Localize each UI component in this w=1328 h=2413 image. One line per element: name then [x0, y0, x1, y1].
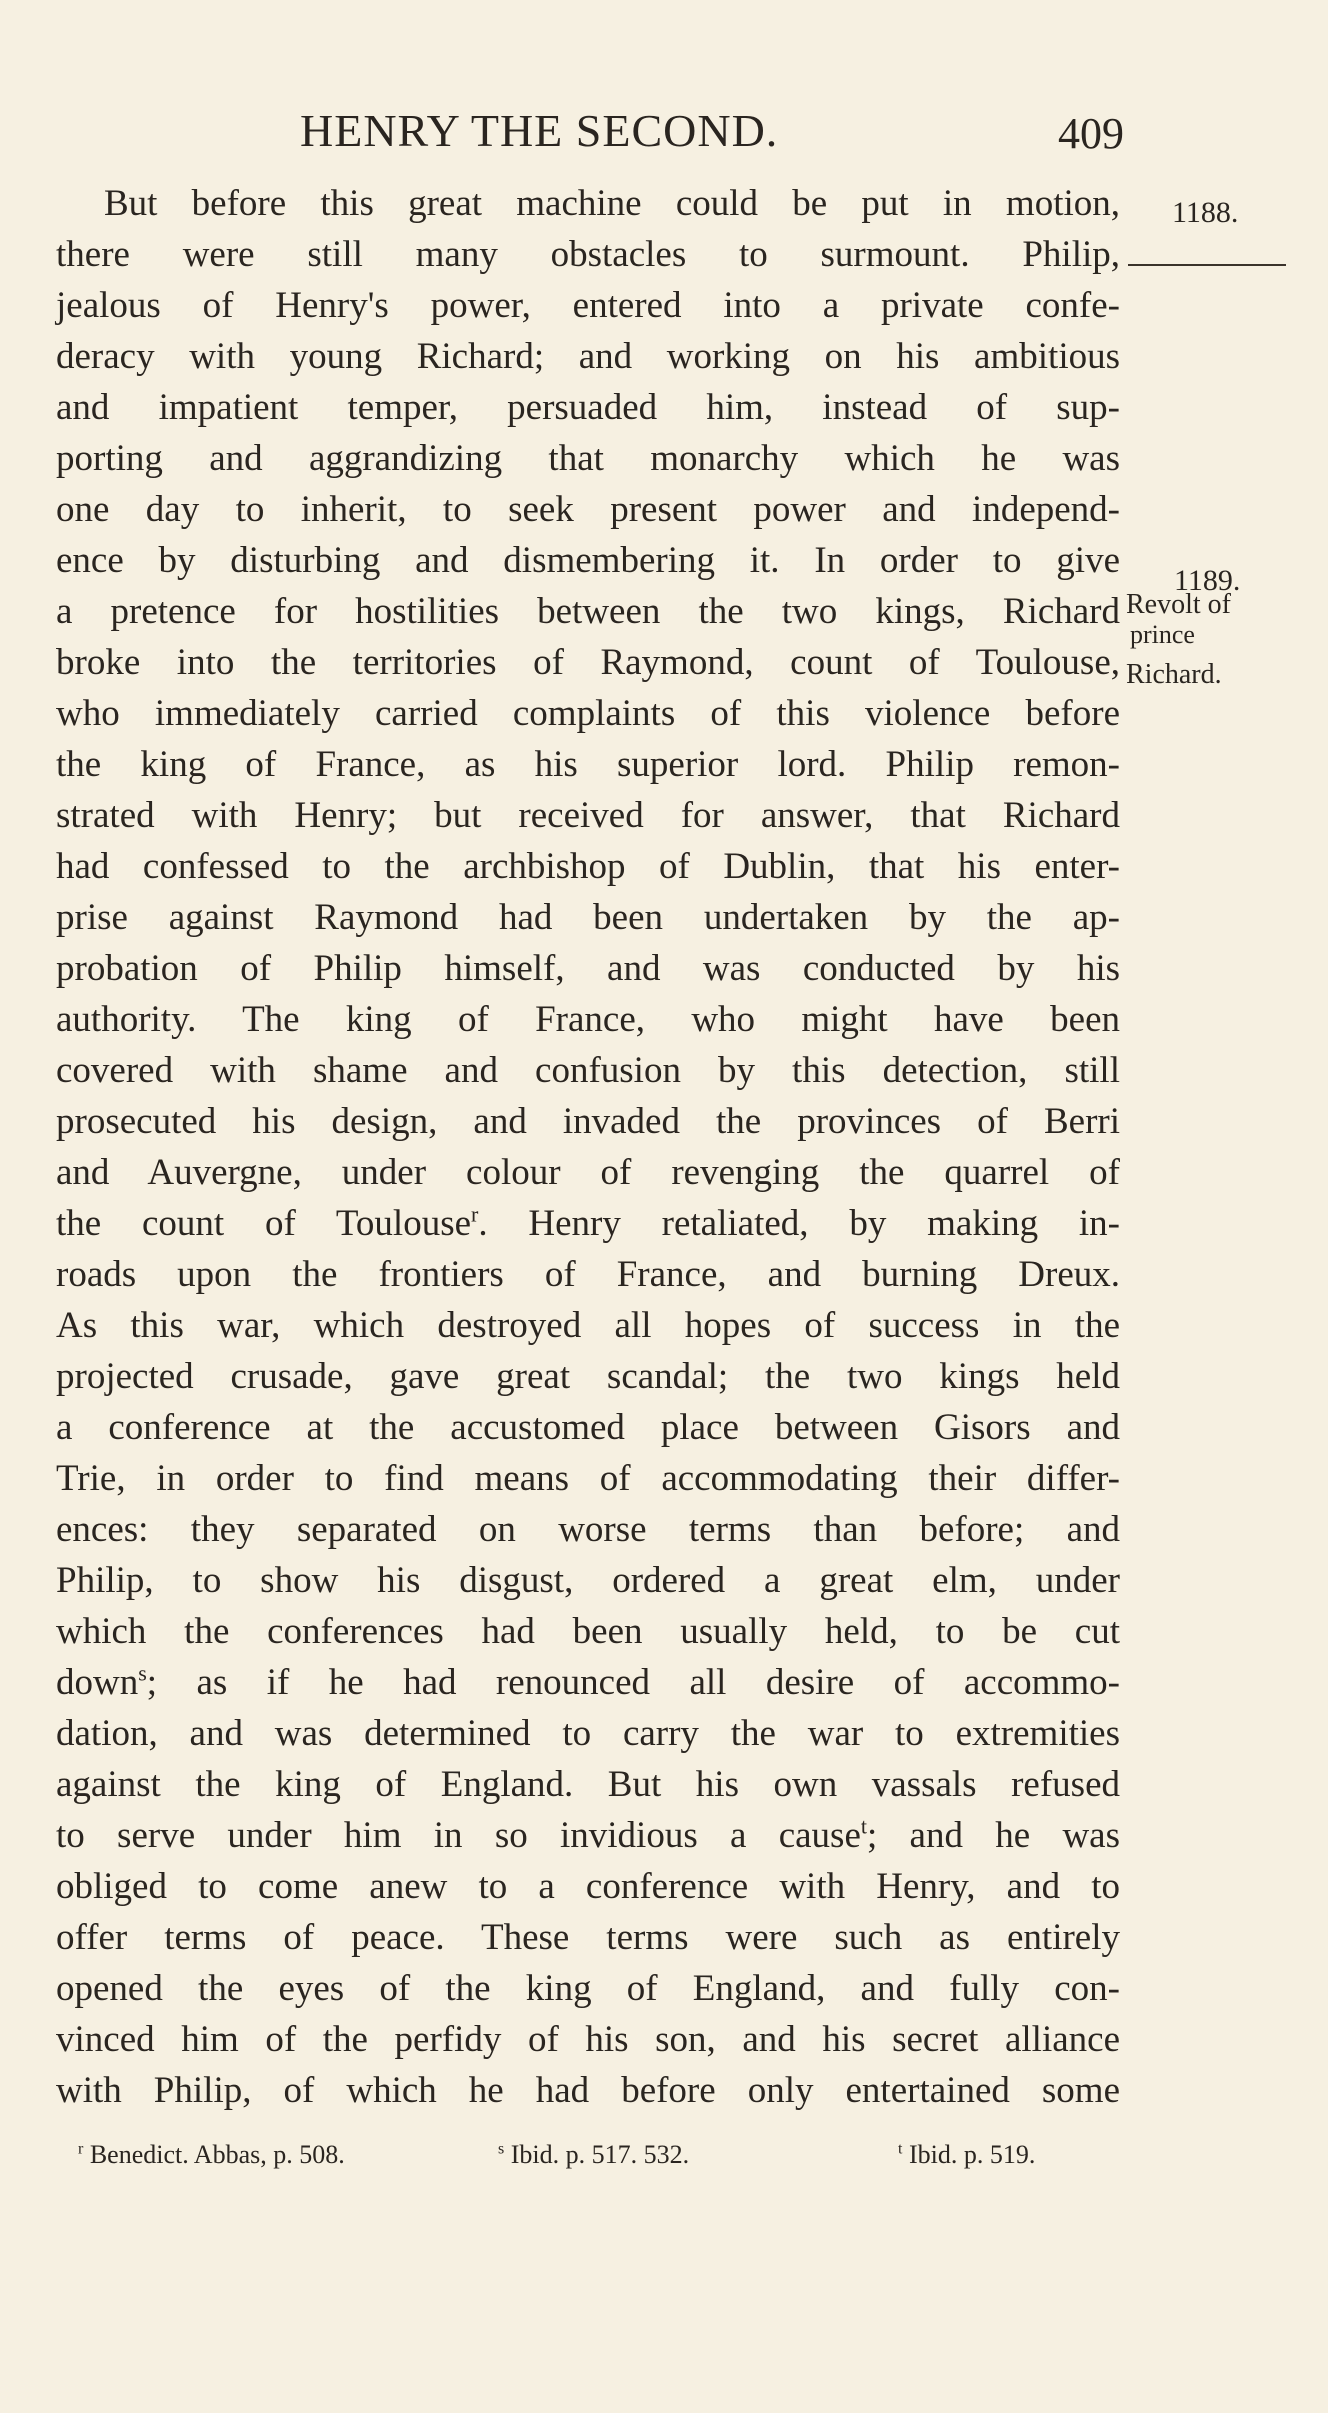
- text-line: had confessed to the archbishop of Dublin, that his enter-: [56, 846, 1120, 887]
- text-line: authority. The king of France, who might have been: [56, 999, 1120, 1040]
- text-line: Philip, to show his disgust, ordered a great elm, under: [56, 1560, 1120, 1601]
- text-segment: . Henry retaliated, by making in-: [478, 1203, 1120, 1244]
- text-line: As this war, which destroyed all hopes of success in the: [56, 1305, 1120, 1346]
- footnote-mark: t: [898, 2140, 903, 2158]
- text-segment: the count of Toulouse: [56, 1203, 472, 1244]
- footnote: [898, 2142, 1035, 2168]
- text-line: roads upon the frontiers of France, and burning Dreux.: [56, 1254, 1120, 1295]
- text-segment: ; as if he had renounced all desire of accommo-: [146, 1662, 1120, 1703]
- text-line: against the king of England. But his own vassals refused: [56, 1764, 1120, 1805]
- footnote-ref-r: r: [471, 1201, 479, 1227]
- text-line: there were still many obstacles to surmount. Philip,: [56, 234, 1120, 275]
- text-line: one day to inherit, to seek present power and independ-: [56, 489, 1120, 530]
- footnote-text: Ibid. p. 517. 532.: [510, 2140, 690, 2169]
- text-line: strated with Henry; but received for answer, that Richard: [56, 795, 1120, 836]
- text-line: a conference at the accustomed place between Gisors and: [56, 1407, 1120, 1448]
- text-line: a pretence for hostilities between the two kings, Richard: [56, 591, 1120, 632]
- body-text: [56, 178, 1120, 2116]
- text-segment: ; and he was: [867, 1815, 1120, 1856]
- text-line: porting and aggrandizing that monarchy which he was: [56, 438, 1120, 479]
- footnote-ref-s: s: [138, 1660, 147, 1686]
- text-line: with Philip, of which he had before only entertained some: [56, 2070, 1120, 2111]
- text-line: vinced him of the perfidy of his son, and his secret alliance: [56, 2019, 1120, 2060]
- footnote-ref-t: t: [860, 1813, 867, 1839]
- marginal-sidenote: [1126, 590, 1316, 690]
- footnote-text: Benedict. Abbas, p. 508.: [89, 2140, 345, 2169]
- text-line: probation of Philip himself, and was conducted by his: [56, 948, 1120, 989]
- sidenote-line: prince: [1130, 620, 1195, 649]
- margin-year-1189: 1189.: [1174, 564, 1241, 597]
- footnote: [78, 2142, 345, 2168]
- text-line: and impatient temper, persuaded him, instead of sup-: [56, 387, 1120, 428]
- text-line: deracy with young Richard; and working on his ambitious: [56, 336, 1120, 377]
- text-line: [56, 1198, 1120, 1249]
- text-line: Trie, in order to find means of accommodating their differ-: [56, 1458, 1120, 1499]
- sidenote-line: Revolt of: [1126, 589, 1231, 620]
- text-line: and Auvergne, under colour of revenging the quarrel of: [56, 1152, 1120, 1193]
- footnote-mark: s: [498, 2140, 505, 2158]
- text-line: [56, 1657, 1120, 1708]
- text-line: jealous of Henry's power, entered into a private confe-: [56, 285, 1120, 326]
- footnote: [498, 2142, 689, 2168]
- text-line: offer terms of peace. These terms were such as entirely: [56, 1917, 1120, 1958]
- footnote-text: Ibid. p. 519.: [908, 2140, 1036, 2169]
- text-line: prise against Raymond had been undertaken by the ap-: [56, 897, 1120, 938]
- text-line: But before this great machine could be put in motion,: [104, 183, 1120, 224]
- text-line: obliged to come anew to a conference with Henry, and to: [56, 1866, 1120, 1907]
- margin-year-1188: 1188.: [1172, 196, 1239, 229]
- text-segment: to serve under him in so invidious a cause: [56, 1815, 861, 1856]
- text-line: [56, 1810, 1120, 1861]
- margin-rule: [1128, 264, 1286, 266]
- text-line: ence by disturbing and dismembering it. In order to give: [56, 540, 1120, 581]
- text-line: who immediately carried complaints of this violence before: [56, 693, 1120, 734]
- footnote-mark: r: [78, 2140, 84, 2158]
- sidenote-line: Richard.: [1126, 659, 1222, 690]
- text-line: prosecuted his design, and invaded the provinces of Berri: [56, 1101, 1120, 1142]
- text-line: covered with shame and confusion by this detection, still: [56, 1050, 1120, 1091]
- text-line: which the conferences had been usually held, to be cut: [56, 1611, 1120, 1652]
- text-line: ences: they separated on worse terms than before; and: [56, 1509, 1120, 1550]
- text-line: projected crusade, gave great scandal; the two kings held: [56, 1356, 1120, 1397]
- running-head: HENRY THE SECOND.: [300, 105, 779, 156]
- text-line: the king of France, as his superior lord. Philip remon-: [56, 744, 1120, 785]
- text-line: dation, and was determined to carry the war to extremities: [56, 1713, 1120, 1754]
- text-line: broke into the territories of Raymond, count of Toulouse,: [56, 642, 1120, 683]
- page-number: 409: [1058, 109, 1124, 158]
- text-line: opened the eyes of the king of England, and fully con-: [56, 1968, 1120, 2009]
- text-segment: down: [56, 1662, 139, 1703]
